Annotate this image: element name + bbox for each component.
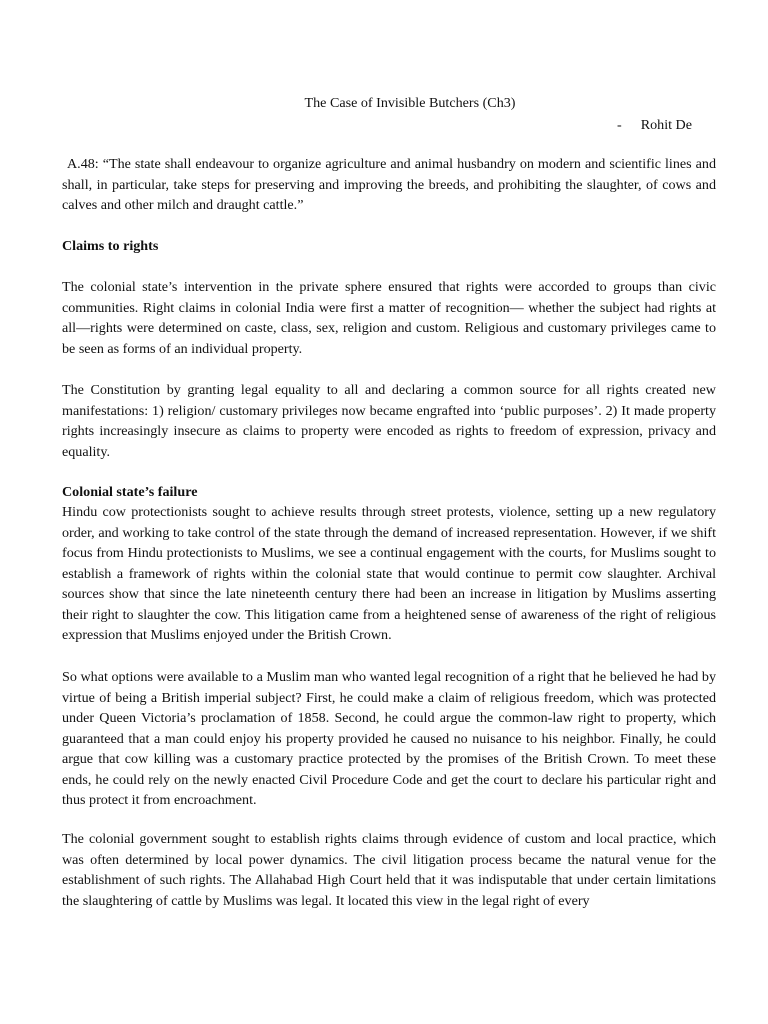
paragraph-constitution: The Constitution by granting legal equality to all and declaring a common source for all rights created new manifestations: 1) religion/ customary privileges now became engrafted into ‘public purposes’. 2) It made property rights increasingly insecure as claims to property were encoded as rights to freedom of expression, privacy and equality.	[62, 382, 716, 460]
quote-text: A.48: “The state shall endeavour to organize agriculture and animal husbandry on modern and scientific lines and shall, in particular, take steps for preserving and improving the breeds, and prohibiting the slaughter, of cows and calves and other milch and draught cattle.”	[62, 156, 716, 213]
paragraph-muslim-options: So what options were available to a Muslim man who wanted legal recognition of a right that he believed he had by virtue of being a British imperial subject? First, he could make a claim of religious freedom, which was protected under Queen Victoria’s proclamation of 1858. Second, he could argue the common-law right to property, which guaranteed that a man could enjoy his property provided he caused no nuisance to his neighbor. Finally, he could argue that cow killing was a customary practice protected by the promises of the British Crown. To meet these ends, he could rely on the newly enacted Civil Procedure Code and get the court to declare his particular right and thus protect it from encroachment.	[62, 669, 716, 808]
author-name: Rohit De	[640, 117, 692, 133]
author-line	[617, 115, 692, 136]
constitution-quote	[62, 154, 716, 216]
heading-colonial-failure: Colonial state’s failure	[62, 484, 198, 500]
heading-claims-to-rights: Claims to rights	[62, 238, 159, 254]
document-title: The Case of Invisible Butchers (Ch3)	[304, 95, 516, 111]
paragraph-cow-protectionists: Hindu cow protectionists sought to achieve results through street protests, violence, setting up a new regulatory order, and working to take control of the state through the demand of increased representation. However, if we shift focus from Hindu protectionists to Muslims, we see a continual engagement with the courts, for Muslims sought to establish a framework of rights within the colonial state that would continue to permit cow slaughter. Archival sources show that since the late nineteenth century there had been an increase in litigation by Muslims asserting their right to slaughter the cow. This litigation came from a heightened sense of awareness of the right of religious expression that Muslims enjoyed under the British Crown.	[62, 504, 716, 643]
author-dash: -	[617, 117, 622, 133]
paragraph-colonial-government: The colonial government sought to establish rights claims through evidence of custom and local practice, which was often determined by local power dynamics. The civil litigation process became the natural venue for the establishment of such rights. The Allahabad High Court held that it was indisputable that under certain limitations the slaughtering of cattle by Muslims was legal. It located this view in the legal right of every	[62, 831, 716, 909]
paragraph-colonial-intervention: The colonial state’s intervention in the private sphere ensured that rights were accorded to groups than civic communities. Right claims in colonial India were first a matter of recognition— whether the subject had rights at all—rights were determined on caste, class, sex, religion and custom. Religious and customary privileges came to be seen as forms of an individual property.	[62, 279, 716, 357]
